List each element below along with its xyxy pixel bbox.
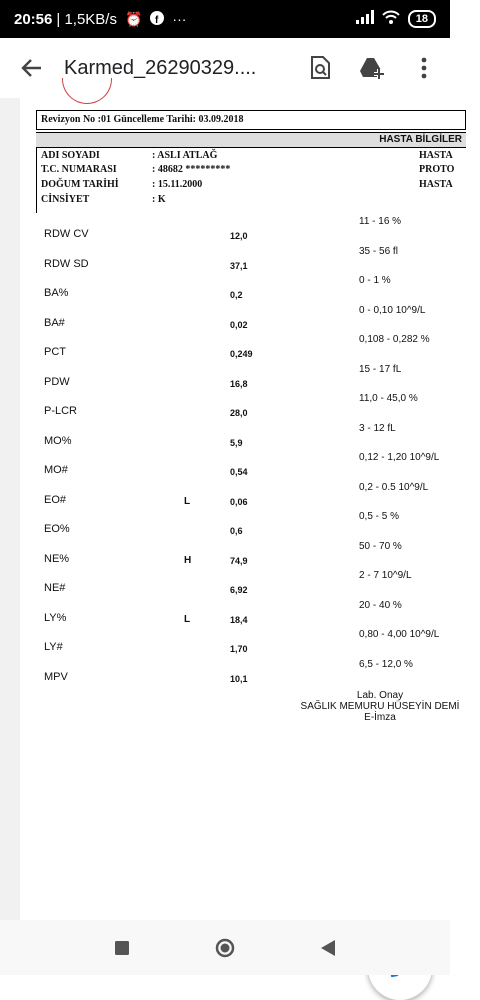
more-vert-icon [421,57,427,79]
table-row [20,570,460,600]
add-to-drive-button[interactable] [346,38,398,98]
reference-range: 0,2 - 0.5 10^9/L [359,481,429,493]
test-name: RDW CV [44,228,89,240]
result-value: 0,2 [230,290,243,300]
test-name: MO# [44,464,68,476]
patient-value: : 48682 ********* [152,164,231,175]
result-value: 10,1 [230,673,248,684]
test-name: EO% [44,523,70,535]
alarm-icon: ⏰ [124,10,143,27]
result-value: 1,70 [230,644,248,654]
patient-value: : ASLI ATLAĞ [152,150,218,161]
recents-button[interactable] [102,928,142,968]
table-row [20,364,460,394]
back-button[interactable] [0,38,64,98]
result-value: 5,9 [230,437,243,448]
reference-range: 0,12 - 1,20 10^9/L [359,452,440,463]
reference-range: 15 - 17 fL [359,363,402,375]
reference-range: 0,80 - 4,00 10^9/L [359,629,440,640]
reference-range: 0,5 - 5 % [359,511,400,522]
status-time: 20:56 [14,10,53,28]
test-name: BA% [44,287,69,299]
svg-text:f: f [155,14,159,26]
table-row [20,275,460,305]
patient-row [41,164,461,178]
test-name: PDW [44,375,70,388]
result-flag: L [184,495,191,507]
test-name: NE# [44,582,66,594]
test-name: PCT [44,346,66,358]
result-value: 0,6 [230,526,243,536]
home-button[interactable] [205,928,245,968]
more-options-button[interactable] [398,38,450,98]
facebook-icon [150,11,164,28]
test-name: LY# [44,641,63,653]
table-row [20,659,460,689]
test-name: RDW SD [44,257,89,270]
test-name: MO% [44,434,72,447]
status-network-speed: | 1,5KB/s [56,10,117,28]
test-name: MPV [44,670,68,683]
reference-range: 11 - 16 % [359,216,402,227]
result-value: 16,8 [230,378,248,389]
patient-side-label: HASTA [419,179,453,190]
patient-value: : K [152,194,166,205]
result-value: 0,06 [230,496,248,507]
table-row [20,216,460,246]
approval-line: SAĞLIK MEMURU HÜSEYİN DEMİ [300,701,460,712]
patient-side-label: PROTO [419,164,455,175]
reference-range: 0 - 0,10 10^9/L [359,304,426,316]
test-name: EO# [44,493,67,506]
reference-range: 2 - 7 10^9/L [359,570,412,581]
system-back-button[interactable] [308,928,348,968]
patient-value: : 15.11.2000 [152,179,203,190]
revision-info: Revizyon No :01 Güncelleme Tarihi: 03.09.2018 [36,110,466,130]
table-row [20,246,460,276]
reference-range: 3 - 12 fL [359,422,396,434]
result-flag: H [184,554,192,566]
reference-range: 35 - 56 fl [359,245,398,257]
find-in-page-button[interactable] [294,38,346,98]
test-name: NE% [44,552,70,565]
reference-range: 11,0 - 45,0 % [359,393,418,404]
section-title: HASTA BİLGİLER [36,132,466,147]
patient-row [41,194,461,208]
result-flag: L [184,613,191,625]
test-name: P-LCR [44,405,78,417]
table-row [20,511,460,541]
patient-row [41,150,461,164]
approval-line: Lab. Onay [356,690,404,701]
triangle-back-icon [321,940,335,956]
wifi-icon [382,10,400,28]
table-row [20,423,460,453]
test-name: BA# [44,316,65,329]
circle-icon [215,938,235,958]
arrow-left-icon [21,57,43,79]
reference-range: 6,5 - 12,0 % [359,658,413,670]
table-row [20,305,460,335]
result-value: 18,4 [230,614,248,625]
signal-icon [356,10,374,28]
battery-icon: 18 [408,10,436,28]
reference-range: 0,108 - 0,282 % [359,334,430,345]
approval-signature [280,690,480,723]
patient-label: DOĞUM TARİHİ [41,179,119,190]
table-row [20,452,460,482]
table-row [20,482,460,512]
result-value: 0,54 [230,467,248,477]
table-row [20,629,460,659]
result-value: 6,92 [230,585,248,595]
result-value: 0,249 [230,349,253,359]
status-bar [0,0,450,38]
hospital-logo [62,78,112,104]
pdf-viewer[interactable] [0,98,462,920]
reference-range: 20 - 40 % [359,599,402,611]
result-value: 74,9 [230,555,248,566]
patient-row [41,179,461,193]
more-notifications-icon: ··· [172,11,187,27]
result-value: 12,0 [230,231,248,241]
reference-range: 0 - 1 % [359,275,391,286]
system-nav-bar [0,920,450,975]
table-row [20,541,460,571]
square-icon [115,941,129,955]
patient-label: ADI SOYADI [41,150,100,161]
table-row [20,600,460,630]
patient-label: CİNSİYET [41,194,90,205]
document-title: Karmed_26290329.... [64,56,257,79]
approval-line: E-İmza [364,712,396,723]
patient-side-label: HASTA [419,150,453,161]
patient-label: T.C. NUMARASI [41,164,117,175]
table-row [20,334,460,364]
test-name: LY% [44,611,67,624]
result-value: 28,0 [230,408,248,418]
table-row [20,393,460,423]
result-value: 0,02 [230,319,248,330]
result-value: 37,1 [230,260,248,271]
find-in-page-icon [309,56,331,80]
reference-range: 50 - 70 % [359,540,402,552]
pdf-page [20,98,460,920]
add-to-drive-icon [359,57,385,79]
patient-info [36,147,466,213]
